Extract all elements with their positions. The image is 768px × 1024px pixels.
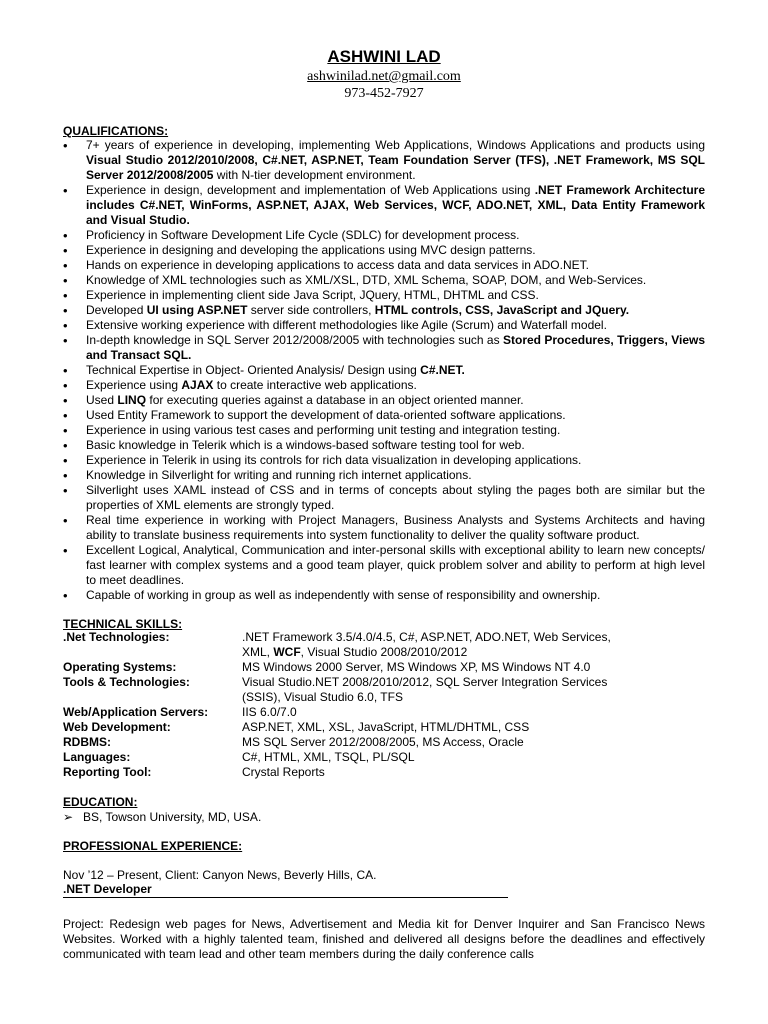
bullet-icon: • — [63, 228, 68, 243]
skill-value — [242, 630, 642, 660]
skill-value — [242, 735, 642, 750]
qualification-text-run: Used Entity Framework to support the development of data-oriented software applications. — [86, 408, 566, 422]
qualification-text-run: Capable of working in group as well as independently with sense of responsibility and ownership. — [86, 588, 601, 602]
professional-experience-heading: PROFESSIONAL EXPERIENCE: — [63, 839, 243, 853]
bullet-icon: • — [63, 303, 68, 318]
qualification-text-run: Used — [86, 393, 118, 407]
skill-value-run: C#, HTML, XML, TSQL, PL/SQL — [242, 750, 415, 764]
technical-skills-table — [63, 630, 703, 780]
skill-value-run: MS Windows 2000 Server, MS Windows XP, MS Windows NT 4.0 — [242, 660, 591, 674]
qualifications-heading: QUALIFICATIONS: — [63, 124, 169, 138]
qualification-text-run: Hands on experience in developing applications to access data and data services in ADO.NET. — [86, 258, 589, 272]
qualification-text-run: LINQ — [117, 393, 147, 407]
bullet-icon: • — [63, 183, 68, 198]
qualification-text-run: Real time experience in working with Project Managers, Business Analysts and Systems Architects and having ability to translate business requirements into system functionality to deliver the quality software product. — [86, 513, 705, 542]
skill-value-run: WCF — [273, 645, 301, 659]
skill-value — [242, 750, 642, 765]
skill-value-run: MS SQL Server 2012/2008/2005, MS Access, Oracle — [242, 735, 524, 749]
qualification-item — [63, 483, 705, 513]
qualification-item — [63, 303, 705, 318]
qualification-text-run: Experience in using various test cases and performing unit testing and integration testing. — [86, 423, 561, 437]
bullet-icon: • — [63, 138, 68, 153]
qualification-text-run: Technical Expertise in Object- Oriented Analysis/ Design using — [86, 363, 421, 377]
qualification-text-run: server side controllers, — [247, 303, 375, 317]
experience-role: .NET Developer — [63, 882, 508, 898]
arrow-bullet-icon: ➢ — [63, 810, 74, 824]
skill-value-run: ASP.NET, XML, XSL, JavaScript, HTML/DHTML, CSS — [242, 720, 530, 734]
qualification-text-run: Visual Studio 2012/2010/2008, C#.NET, ASP.NET, Team Foundation Server (TFS), .NET Framework, MS SQL Server 2012/2008/2005 — [86, 153, 705, 182]
bullet-icon: • — [63, 258, 68, 273]
candidate-name: ASHWINI LAD — [327, 47, 441, 66]
bullet-icon: • — [63, 468, 68, 483]
education-item — [63, 810, 261, 825]
skill-value — [242, 660, 642, 675]
education-degree: BS, Towson University, MD, USA. — [83, 810, 262, 824]
qualification-text-run: Experience using — [86, 378, 182, 392]
email-link[interactable]: ashwinilad.net@gmail.com — [307, 69, 461, 84]
qualification-text-run: Knowledge of XML technologies such as XML/XSL, DTD, XML Schema, SOAP, DOM, and Web-Services. — [86, 273, 647, 287]
skill-value-run: , Visual Studio 2008/2010/2012 — [300, 645, 468, 659]
skill-value — [242, 675, 642, 705]
skill-row — [63, 705, 703, 720]
skill-row — [63, 735, 703, 750]
qualifications-list — [63, 138, 705, 603]
qualification-item — [63, 513, 705, 543]
qualification-text-run: for executing queries against a database in an object oriented manner. — [146, 393, 524, 407]
qualification-item — [63, 183, 705, 228]
qualification-item — [63, 393, 705, 408]
skill-row — [63, 765, 703, 780]
qualification-item — [63, 288, 705, 303]
qualification-text-run: Developed — [86, 303, 147, 317]
qualification-item — [63, 438, 705, 453]
skill-label: Web/Application Servers: — [63, 705, 209, 719]
skill-value — [242, 765, 642, 780]
qualification-text-run: Basic knowledge in Telerik which is a windows-based software testing tool for web. — [86, 438, 525, 452]
qualification-item — [63, 468, 705, 483]
qualification-item — [63, 408, 705, 423]
education-heading: EDUCATION: — [63, 795, 138, 809]
bullet-icon: • — [63, 273, 68, 288]
qualification-text-run: HTML controls, CSS, JavaScript and JQuery. — [374, 303, 630, 317]
experience-dates: Nov ’12 – Present, Client: Canyon News, Beverly Hills, CA. — [63, 868, 377, 882]
qualification-text-run: to create interactive web applications. — [213, 378, 417, 392]
qualification-text-run: Stored Procedures, Triggers, Views and Transact SQL. — [86, 333, 706, 362]
bullet-icon: • — [63, 483, 68, 498]
phone-number: 973-452-7927 — [344, 86, 424, 101]
skill-label: Web Development: — [63, 720, 171, 734]
skill-value — [242, 705, 642, 720]
qualification-item — [63, 318, 705, 333]
qualification-text-run: C#.NET. — [420, 363, 465, 377]
qualification-item — [63, 363, 705, 378]
technical-skills-heading: TECHNICAL SKILLS: — [63, 617, 183, 631]
skill-row — [63, 660, 703, 675]
qualification-item — [63, 228, 705, 243]
qualification-text-run: UI using ASP.NET — [146, 303, 248, 317]
bullet-icon: • — [63, 363, 68, 378]
skill-label: .Net Technologies: — [63, 630, 170, 644]
skill-label: Languages: — [63, 750, 131, 764]
qualification-item — [63, 258, 705, 273]
qualification-text-run: Proficiency in Software Development Life Cycle (SDLC) for development process. — [86, 228, 520, 242]
qualification-item — [63, 588, 705, 603]
qualification-item — [63, 138, 705, 183]
qualification-text-run: Experience in Telerik in using its controls for rich data visualization in developing applications. — [86, 453, 582, 467]
bullet-icon: • — [63, 513, 68, 528]
qualification-item — [63, 273, 705, 288]
experience-project: Project: Redesign web pages for News, Advertisement and Media kit for Denver Inquirer and San Francisco News Websites. Worked with a highly talented team, finished and delivered all designs before the deadlines and effectively communicated with team lead and other team members during the daily conference calls — [63, 917, 705, 961]
skill-value-run: Visual Studio.NET 2008/2010/2012, SQL Server Integration Services (SSIS), Visual Studio 6.0, TFS — [242, 675, 608, 704]
qualification-text-run: Silverlight uses XAML instead of CSS and in terms of concepts about styling the pages both are similar but the properties of XML elements are strongly typed. — [86, 483, 705, 512]
qualification-text-run: Experience in implementing client side Java Script, JQuery, HTML, DHTML and CSS. — [86, 288, 539, 302]
qualification-item — [63, 453, 705, 468]
qualification-text-run: .NET Framework Architecture includes C#.NET, WinForms, ASP.NET, AJAX, Web Services, WCF, ADO.NET, XML, Data Entity Framework and Visual Studio. — [86, 183, 705, 227]
bullet-icon: • — [63, 378, 68, 393]
bullet-icon: • — [63, 438, 68, 453]
bullet-icon: • — [63, 243, 68, 258]
bullet-icon: • — [63, 333, 68, 348]
skill-label: Reporting Tool: — [63, 765, 152, 779]
skill-row — [63, 630, 703, 660]
qualification-text-run: Experience in design, development and implementation of Web Applications using — [86, 183, 535, 197]
qualification-item — [63, 543, 705, 588]
qualification-text-run: 7+ years of experience in developing, implementing Web Applications, Windows Applications and products using — [86, 138, 705, 152]
skill-value-run: .NET Framework 3.5/4.0/4.5, C#, ASP.NET, ADO.NET, Web Services, XML, — [242, 630, 611, 659]
skill-value-run: Crystal Reports — [242, 765, 325, 779]
bullet-icon: • — [63, 423, 68, 438]
qualification-item — [63, 423, 705, 438]
bullet-icon: • — [63, 318, 68, 333]
skill-label: Tools & Technologies: — [63, 675, 190, 689]
skill-label: Operating Systems: — [63, 660, 177, 674]
qualification-item — [63, 243, 705, 258]
bullet-icon: • — [63, 393, 68, 408]
bullet-icon: • — [63, 453, 68, 468]
bullet-icon: • — [63, 543, 68, 558]
skill-row — [63, 675, 703, 705]
qualification-text-run: Extensive working experience with different methodologies like Agile (Scrum) and Waterfall model. — [86, 318, 607, 332]
resume-header — [0, 46, 768, 102]
qualification-text-run: AJAX — [181, 378, 214, 392]
bullet-icon: • — [63, 408, 68, 423]
skill-row — [63, 750, 703, 765]
qualification-item — [63, 378, 705, 393]
bullet-icon: • — [63, 288, 68, 303]
qualification-text-run: with N-tier development environment. — [213, 168, 416, 182]
qualification-text-run: Experience in designing and developing the applications using MVC design patterns. — [86, 243, 536, 257]
qualification-item — [63, 333, 705, 363]
skill-row — [63, 720, 703, 735]
skill-value — [242, 720, 642, 735]
qualification-text-run: Excellent Logical, Analytical, Communication and inter-personal skills with exceptional ability to learn new concepts/ fast learner with complex systems and a good team player, quick problem solver and ability to perform at high level to meet deadlines. — [86, 543, 705, 587]
qualification-text-run: Knowledge in Silverlight for writing and running rich internet applications. — [86, 468, 472, 482]
qualification-text-run: In-depth knowledge in SQL Server 2012/2008/2005 with technologies such as — [86, 333, 503, 347]
skill-label: RDBMS: — [63, 735, 111, 749]
bullet-icon: • — [63, 588, 68, 603]
skill-value-run: IIS 6.0/7.0 — [242, 705, 297, 719]
